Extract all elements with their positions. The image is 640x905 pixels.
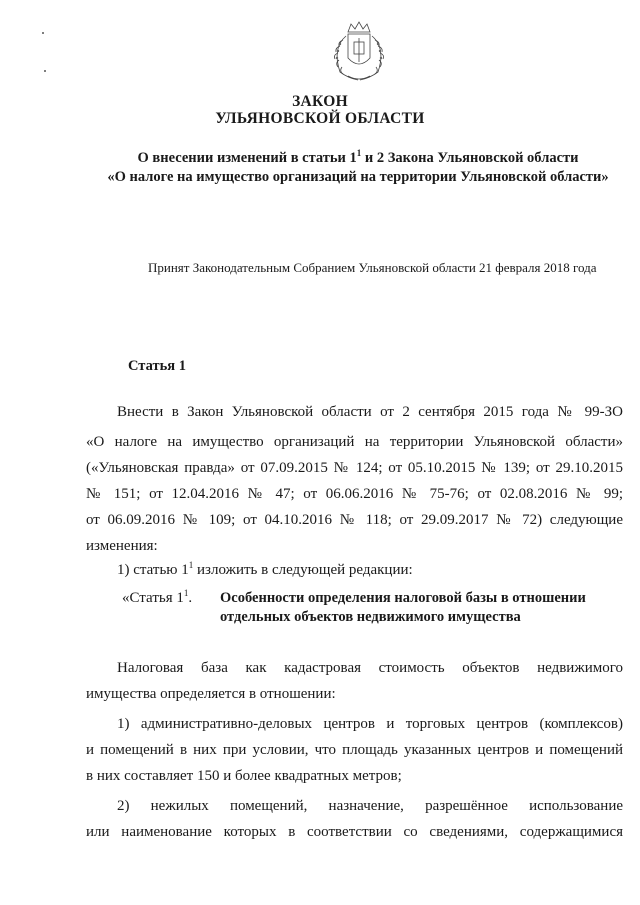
inserted-article-title-line1: Особенности определения налоговой базы в отношении xyxy=(220,590,586,606)
paragraph-line: и помещений в них при условии, что площадь указанных центров и помещений xyxy=(86,742,623,758)
paragraph-line: Налоговая база как кадастровая стоимость объектов недвижимого xyxy=(117,660,623,676)
paragraph-line: в них составляет 150 и более квадратных метров; xyxy=(86,768,402,784)
item-1-line: 1) статью $1^1$ изложить в следующей редакции: xyxy=(117,560,413,578)
paragraph-line: Внести в Закон Ульяновской области от 2 сентября 2015 года № 99-ЗО xyxy=(117,404,623,420)
scan-speck xyxy=(44,70,46,72)
law-subtitle-line2: «О налоге на имущество организаций на территории Ульяновской области» xyxy=(107,169,609,185)
adoption-note: Принят Законодательным Собранием Ульяновской области 21 февраля 2018 года xyxy=(148,260,597,275)
paragraph-line: 2) нежилых помещений, назначение, разрешённое использование xyxy=(117,798,623,814)
paragraph-line: изменения: xyxy=(86,538,158,554)
paragraph-line: № 151; от 12.04.2016 № 47; от 06.06.2016 № 75-76; от 02.08.2016 № 99; xyxy=(86,486,623,502)
paragraph-line: 1) административно-деловых центров и торговых центров (комплексов) xyxy=(117,716,623,732)
paragraph-line: или наименование которых в соответствии со сведениями, содержащимися xyxy=(86,824,623,840)
paragraph-line: имущества определяется в отношении: xyxy=(86,686,336,702)
inserted-article-label: «Статья $1^1$. xyxy=(122,588,193,606)
paragraph-line: («Ульяновская правда» от 07.09.2015 № 124; от 05.10.2015 № 139; от 29.10.2015 xyxy=(86,460,623,476)
scan-speck xyxy=(42,32,44,34)
paragraph-line: «О налоге на имущество организаций на территории Ульяновской области» xyxy=(86,434,623,450)
article-heading: Статья 1 xyxy=(128,358,186,374)
inserted-article-title-line2: отдельных объектов недвижимого имущества xyxy=(220,609,521,625)
paragraph-line: от 06.09.2016 № 109; от 04.10.2016 № 118; от 29.09.2017 № 72) следующие xyxy=(86,512,623,528)
law-title-line2: УЛЬЯНОВСКОЙ ОБЛАСТИ xyxy=(215,110,425,127)
law-subtitle-line1: О внесении изменений в статьи $1^1$ и 2 Закона Ульяновской области xyxy=(137,148,579,166)
coat-of-arms-emblem xyxy=(318,18,400,84)
law-title-line1: ЗАКОН xyxy=(292,93,348,110)
